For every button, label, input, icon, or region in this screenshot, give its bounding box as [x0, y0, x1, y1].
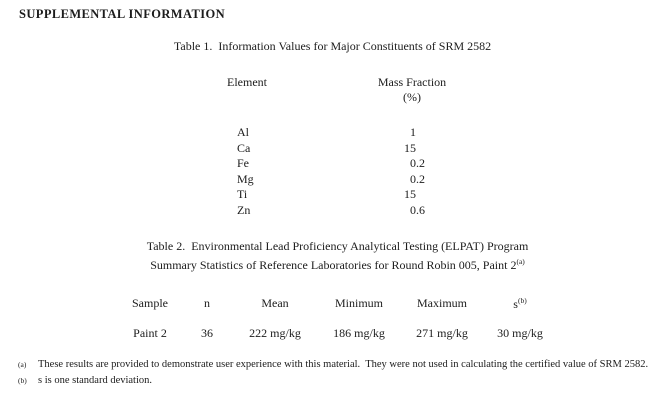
- table2-header-s: [492, 290, 548, 324]
- mass-fraction-cell: 15: [404, 187, 416, 201]
- footnotes: [18, 357, 655, 389]
- table2-header-row: [110, 290, 548, 324]
- mass-fraction-cell: 15: [404, 140, 416, 155]
- table2-header-minimum: Minimum: [334, 295, 383, 310]
- table1-header-element: Element: [227, 75, 267, 89]
- footnote-b: [18, 373, 655, 389]
- table-row: [202, 156, 532, 172]
- table1-header-mass-fraction: [292, 75, 532, 105]
- table1-header-row: [202, 75, 532, 105]
- table2-caption-line1: Table 2. Environmental Lead Proficiency Analytical Testing (ELPAT) Program: [146, 239, 529, 253]
- table-row: [202, 125, 532, 141]
- table2-header-mean: Mean: [261, 295, 289, 310]
- mass-fraction-cell: 0.2: [410, 171, 425, 186]
- table2-caption-line2: [10, 254, 665, 273]
- footnote-b-reference: (b): [517, 296, 527, 305]
- minimum-cell: 186 mg/kg: [333, 326, 385, 340]
- page-title: SUPPLEMENTAL INFORMATION: [19, 7, 226, 21]
- table2-caption-line2-text: Summary Statistics of Reference Laboratories for Round Robin 005, Paint 2: [150, 258, 517, 272]
- footnote-a-reference: (a): [516, 257, 525, 266]
- table1-caption: Table 1. Information Values for Major Constituents of SRM 2582: [173, 39, 492, 53]
- table-row: [202, 203, 532, 219]
- footnote-a-text: These results are provided to demonstrate user experience with this material. They were not used in calculating the certified value of SRM 2582.: [38, 359, 649, 370]
- table1-header-mass-fraction-line1: Mass Fraction: [377, 75, 447, 89]
- footnote-a: [18, 357, 655, 373]
- footnote-b-text: s is one standard deviation.: [38, 375, 153, 386]
- maximum-cell: 271 mg/kg: [416, 326, 468, 340]
- table-row: [202, 172, 532, 188]
- element-cell: Al: [237, 125, 249, 139]
- table-row: [202, 141, 532, 157]
- footnote-b-marker: (b): [18, 376, 27, 385]
- footnote-a-marker: (a): [18, 360, 27, 369]
- mass-fraction-cell: 1: [410, 125, 416, 139]
- element-cell: Zn: [237, 202, 251, 217]
- element-cell: Ti: [237, 187, 248, 201]
- table2-header-n: n: [204, 295, 210, 310]
- table-row: [202, 187, 532, 203]
- sample-cell: Paint 2: [133, 326, 167, 340]
- table1-header-mass-fraction-line2: (%): [403, 90, 421, 104]
- table-row: [110, 324, 548, 340]
- n-cell: 36: [201, 326, 213, 340]
- mean-cell: 222 mg/kg: [249, 326, 301, 340]
- table2-caption: [10, 239, 665, 273]
- mass-fraction-cell: 0.6: [410, 202, 425, 217]
- table2-header-s-text: s: [513, 297, 518, 311]
- table2-header-sample: Sample: [132, 295, 168, 310]
- table1-body: [202, 125, 532, 218]
- s-cell: 30 mg/kg: [497, 326, 543, 340]
- element-cell: Ca: [237, 140, 251, 155]
- element-cell: Mg: [237, 171, 254, 186]
- mass-fraction-cell: 0.2: [410, 156, 425, 170]
- table2: [110, 290, 548, 340]
- element-cell: Fe: [237, 156, 249, 170]
- table2-header-maximum: Maximum: [417, 295, 467, 310]
- table1: [202, 75, 532, 218]
